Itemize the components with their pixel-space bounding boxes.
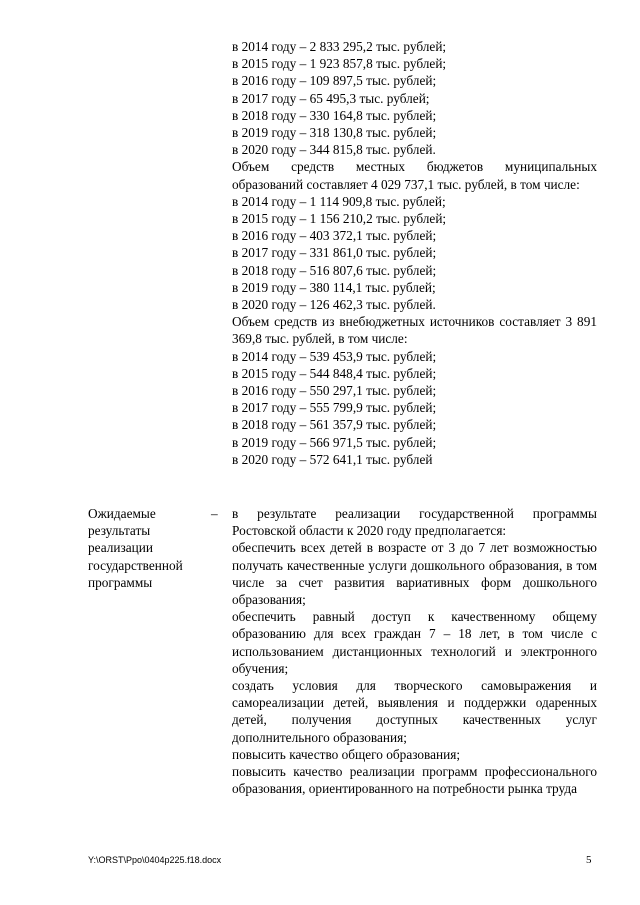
funding-block: [232, 38, 597, 468]
funding-line: в 2018 году – 561 357,9 тыс. рублей;: [232, 417, 437, 433]
results-paragraph: создать условия для творческого самовыражения и самореализации детей, выявления и поддержки одаренных детей, получения доступных качественных услуг дополнительного образования;: [232, 678, 597, 745]
results-paragraph: повысить качество реализации программ профессионального образования, ориентированного на потребности рынка труда: [232, 764, 597, 797]
funding-line: в 2018 году – 330 164,8 тыс. рублей;: [232, 107, 437, 123]
funding-line: в 2017 году – 555 799,9 тыс. рублей;: [232, 400, 437, 416]
funding-line: в 2017 году – 65 495,3 тыс. рублей;: [232, 90, 430, 106]
funding-line: в 2015 году – 1 156 210,2 тыс. рублей;: [232, 211, 447, 227]
expected-results-text: [232, 505, 597, 797]
results-paragraph: обеспечить всех детей в возрасте от 3 до 7 лет возможностью получать качественные услуги дошкольного образования, в том числе за счет развития вариативных форм дошкольного образования;: [232, 540, 597, 608]
funding-line: в 2016 году – 403 372,1 тыс. рублей;: [232, 228, 437, 244]
row-dash: –: [211, 506, 218, 521]
funding-line: в 2020 году – 572 641,1 тыс. рублей: [232, 451, 433, 467]
expected-results-label: Ожидаемые результаты реализации государственной программы: [88, 506, 183, 590]
funding-line: в 2015 году – 1 923 857,8 тыс. рублей;: [232, 56, 447, 72]
extrabudget-intro: Объем средств из внебюджетных источников составляет 3 891 369,8 тыс. рублей, в том числе:: [232, 314, 597, 347]
funding-line: в 2017 году – 331 861,0 тыс. рублей;: [232, 245, 437, 261]
funding-line: в 2019 году – 566 971,5 тыс. рублей;: [232, 434, 437, 450]
funding-line: в 2016 году – 109 897,5 тыс. рублей;: [232, 73, 437, 89]
funding-line: в 2019 году – 380 114,1 тыс. рублей;: [232, 279, 436, 295]
results-paragraph: обеспечить равный доступ к качественному общему образованию для всех граждан 7 – 18 лет, в том числе с использованием дистанционных технологий и электронного обучения;: [232, 609, 597, 676]
funding-line: в 2020 году – 344 815,8 тыс. рублей.: [232, 142, 436, 158]
funding-line: в 2015 году – 544 848,4 тыс. рублей;: [232, 365, 437, 381]
footer-file-path: Y:\ORST\Ppo\0404p225.f18.docx: [88, 855, 222, 865]
funding-line: в 2019 году – 318 130,8 тыс. рублей;: [232, 125, 437, 141]
funding-line: в 2018 году – 516 807,6 тыс. рублей;: [232, 262, 437, 278]
funding-line: в 2016 году – 550 297,1 тыс. рублей;: [232, 383, 437, 399]
page-number: 5: [586, 854, 592, 866]
funding-line: в 2014 году – 2 833 295,2 тыс. рублей;: [232, 39, 447, 54]
funding-line: в 2014 году – 539 453,9 тыс. рублей;: [232, 348, 437, 364]
local-budget-intro: Объем средств местных бюджетов муниципальных образований составляет 4 029 737,1 тыс. рублей, в том числе:: [232, 159, 597, 192]
results-paragraph: в результате реализации государственной программы Ростовской области к 2020 году предполагается:: [232, 506, 597, 539]
results-paragraph: повысить качество общего образования;: [232, 746, 461, 762]
funding-line: в 2020 году – 126 462,3 тыс. рублей.: [232, 297, 436, 313]
funding-line: в 2014 году – 1 114 909,8 тыс. рублей;: [232, 193, 446, 209]
